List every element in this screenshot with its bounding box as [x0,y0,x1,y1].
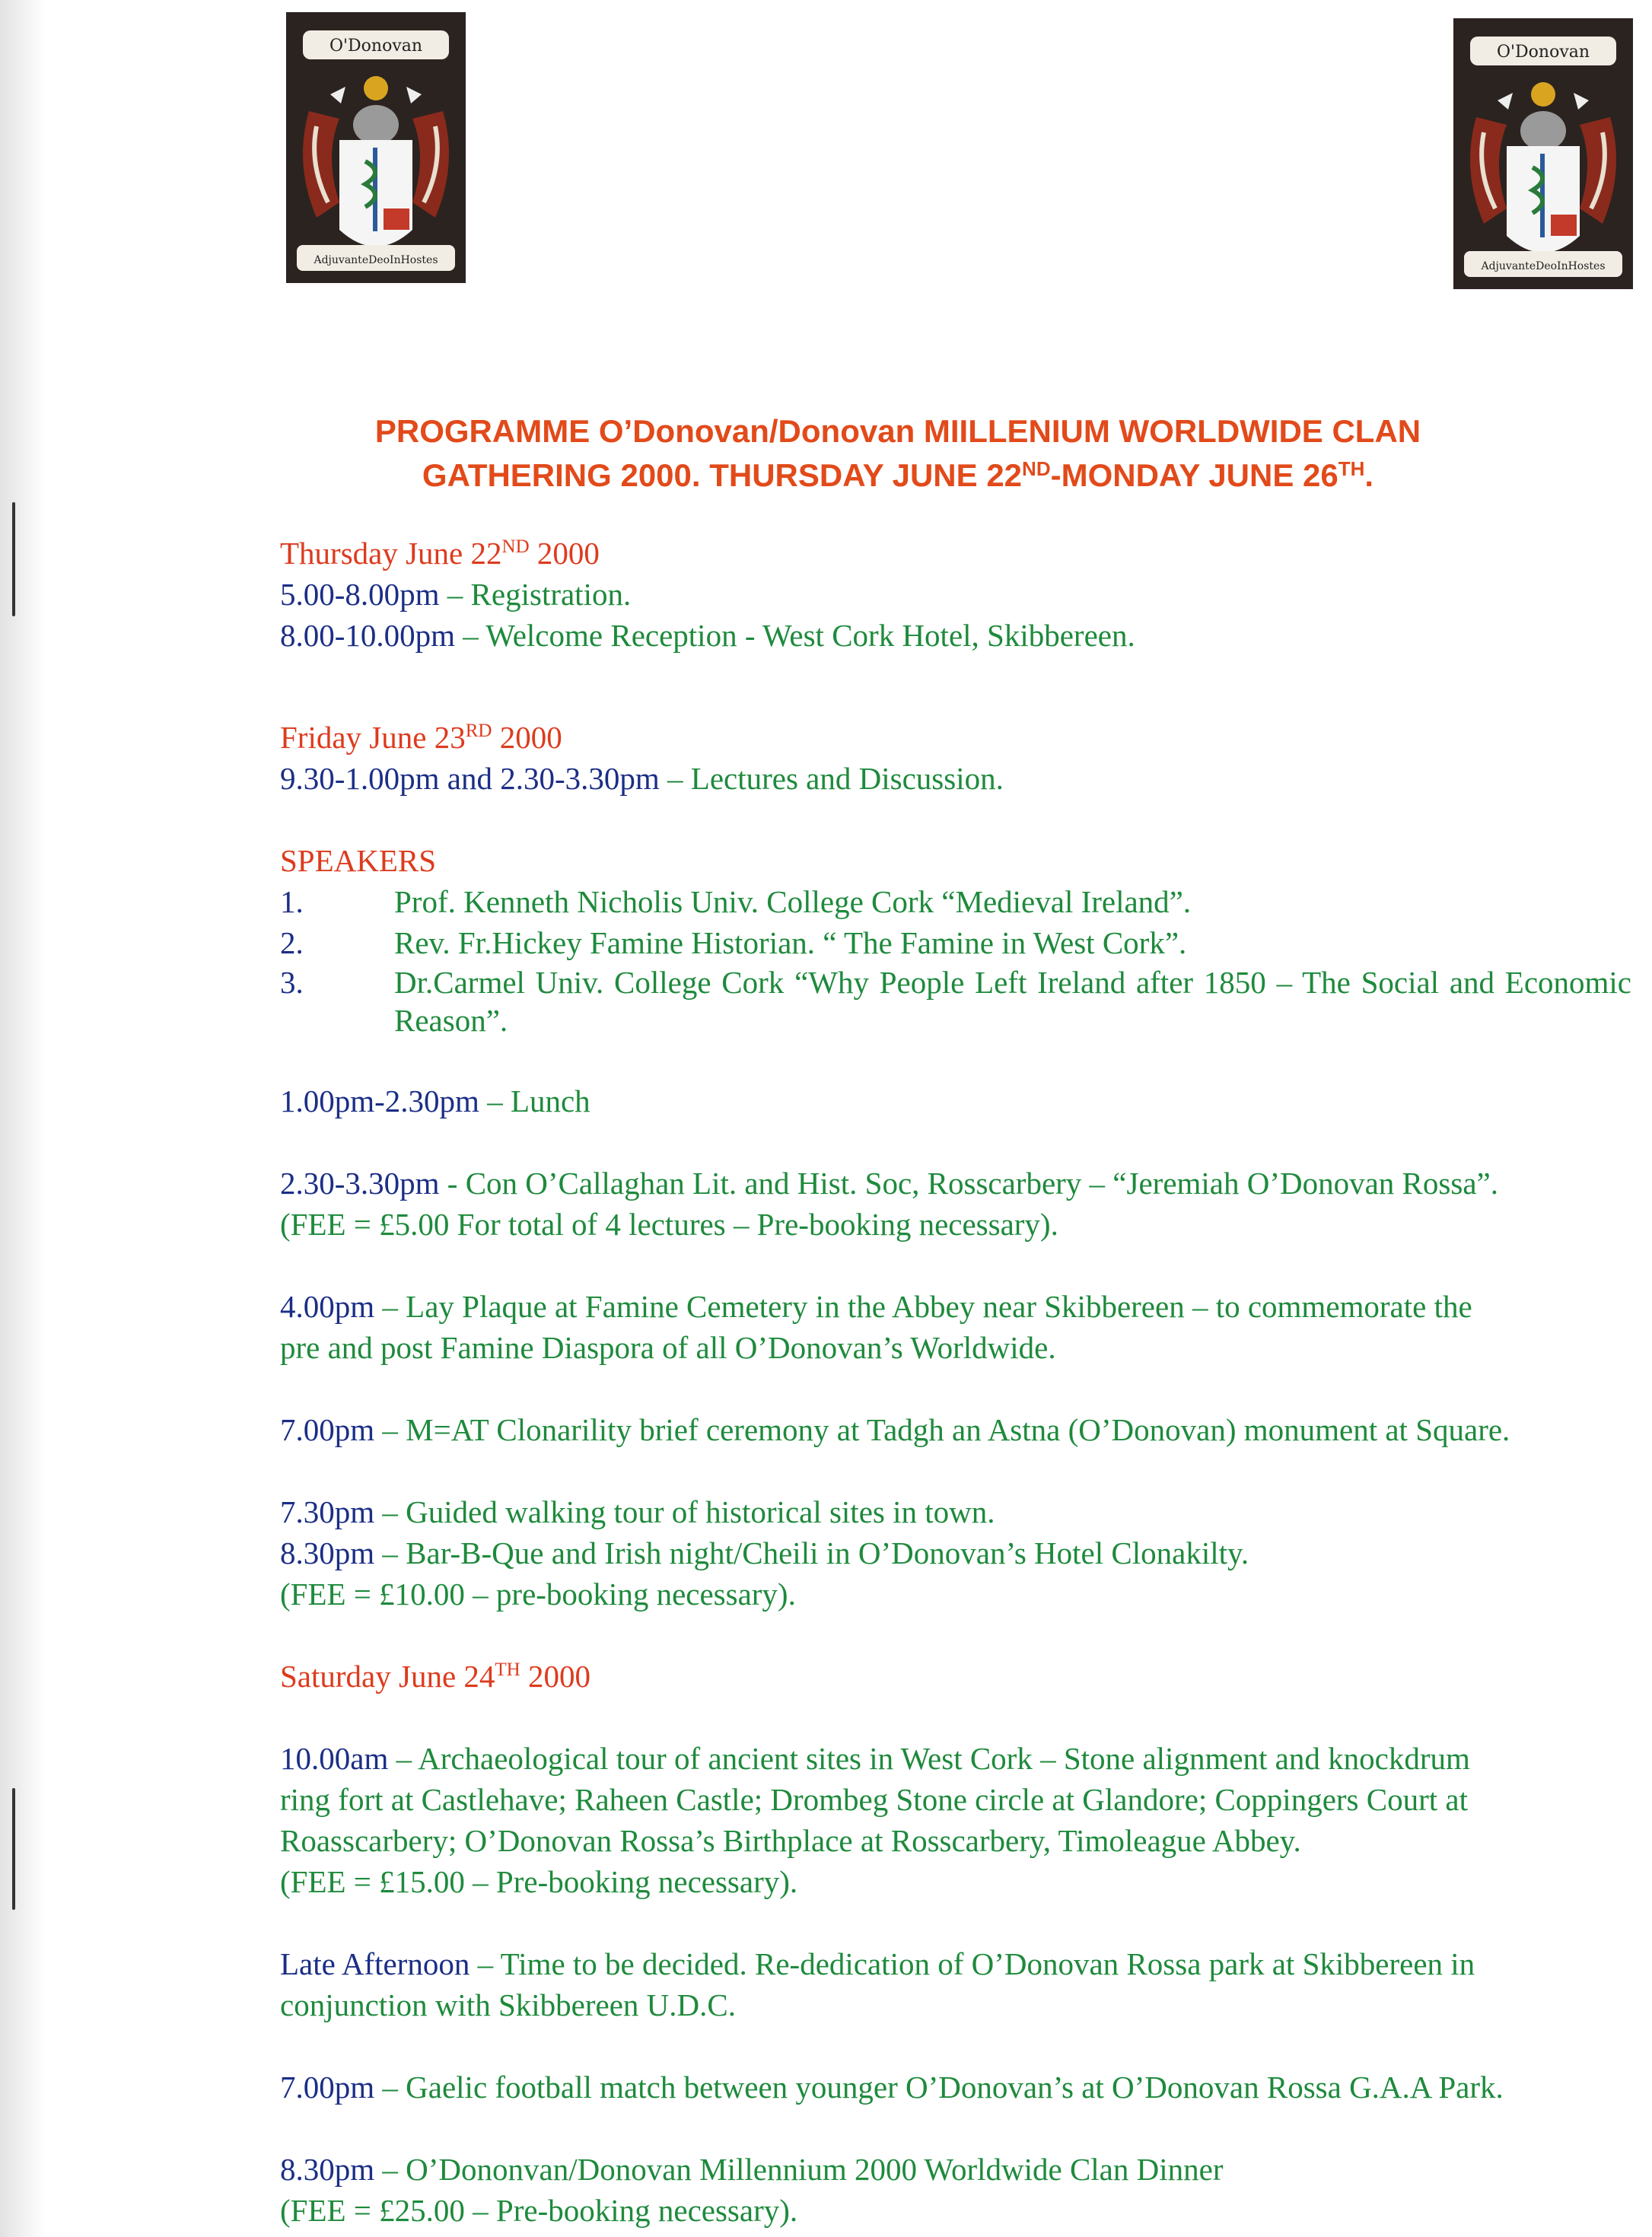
page-edge [0,0,46,2237]
title-line-2-text: -MONDAY JUNE 26 [1050,457,1338,493]
thursday-heading: Thursday June 22ND 2000 [280,536,600,571]
schedule-item: 7.00pm – M=AT Clonarility brief ceremony at Tadgh an Astna (O’Donovan) monument at Square. [280,1412,1510,1447]
svg-text:O'Donovan: O'Donovan [1496,43,1590,62]
page-title [251,409,1545,498]
title-suffix: TH [1338,457,1365,480]
fee-note: (FEE = £15.00 – Pre-booking necessary). [280,1864,798,1899]
schedule-item-continued: ring fort at Castlehave; Raheen Castle; Drombeg Stone circle at Glandore; Coppingers Court at [280,1782,1468,1817]
crest-right [1453,18,1633,289]
svg-text:AdjuvanteDeoInHostes: AdjuvanteDeoInHostes [314,254,438,266]
programme-body [280,533,1631,2231]
schedule-item: 9.30-1.00pm and 2.30-3.30pm – Lectures and Discussion. [280,761,1004,796]
title-line-2-text: GATHERING 2000. THURSDAY JUNE 22 [422,457,1023,493]
schedule-item: 10.00am – Archaeological tour of ancient sites in West Cork – Stone alignment and knockdrum [280,1741,1470,1776]
coat-of-arms-icon [1453,18,1633,289]
title-line-1: PROGRAMME O’Donovan/Donovan MIILLENIUM WORLDWIDE CLAN [374,413,1421,449]
speaker-item: 3. Dr.Carmel Univ. College Cork “Why People Left Ireland after 1850 – The Social and Economic Reason”. [280,965,1631,1038]
schedule-item: 7.30pm – Guided walking tour of historical sites in town. [280,1494,995,1529]
schedule-item: 1.00pm-2.30pm – Lunch [280,1083,590,1118]
svg-text:AdjuvanteDeoInHostes: AdjuvanteDeoInHostes [1481,260,1606,272]
staple-bottom [12,1788,15,1910]
schedule-item: Late Afternoon – Time to be decided. Re-dedication of O’Donovan Rossa park at Skibbereen in [280,1946,1475,1981]
speaker-item: 2. Rev. Fr.Hickey Famine Historian. “ The Famine in West Cork”. [280,925,1187,960]
schedule-item: 7.00pm – Gaelic football match between younger O’Donovan’s at O’Donovan Rossa G.A.A Park. [280,2070,1504,2105]
title-line-2-text: . [1364,457,1374,493]
friday-heading: Friday June 23RD 2000 [280,720,562,755]
title-suffix: ND [1022,457,1051,480]
schedule-item: 5.00-8.00pm – Registration. [280,577,632,612]
schedule-item: 8.30pm – Bar-B-Que and Irish night/Cheili in O’Donovan’s Hotel Clonakilty. [280,1535,1249,1570]
crest-left [286,12,466,283]
schedule-item-continued: conjunction with Skibbereen U.D.C. [280,1987,736,2022]
fee-note: (FEE = £10.00 – pre-booking necessary). [280,1577,796,1612]
schedule-item: 4.00pm – Lay Plaque at Famine Cemetery in the Abbey near Skibbereen – to commemorate the [280,1289,1472,1324]
speakers-heading: SPEAKERS [280,843,437,878]
schedule-item: 8.30pm – O’Dononvan/Donovan Millennium 2000 Worldwide Clan Dinner [280,2152,1224,2187]
coat-of-arms-icon [286,12,466,283]
speaker-item: 1. Prof. Kenneth Nicholis Univ. College Cork “Medieval Ireland”. [280,884,1192,919]
fee-note: (FEE = £5.00 For total of 4 lectures – Pre-booking necessary). [280,1207,1058,1242]
fee-note: (FEE = £25.00 – Pre-booking necessary). [280,2193,798,2228]
schedule-item-continued: Roasscarbery; O’Donovan Rossa’s Birthplace at Rosscarbery, Timoleague Abbey. [280,1823,1301,1858]
schedule-item: 2.30-3.30pm - Con O’Callaghan Lit. and Hist. Soc, Rosscarbery – “Jeremiah O’Donovan Rossa”. [280,1166,1498,1201]
schedule-item-continued: pre and post Famine Diaspora of all O’Donovan’s Worldwide. [280,1330,1056,1365]
schedule-item: 8.00-10.00pm – Welcome Reception - West Cork Hotel, Skibbereen. [280,618,1135,653]
title-line-2 [251,453,1545,498]
staple-top [12,502,15,616]
saturday-heading: Saturday June 24TH 2000 [280,1659,590,1694]
svg-text:O'Donovan: O'Donovan [329,37,423,56]
